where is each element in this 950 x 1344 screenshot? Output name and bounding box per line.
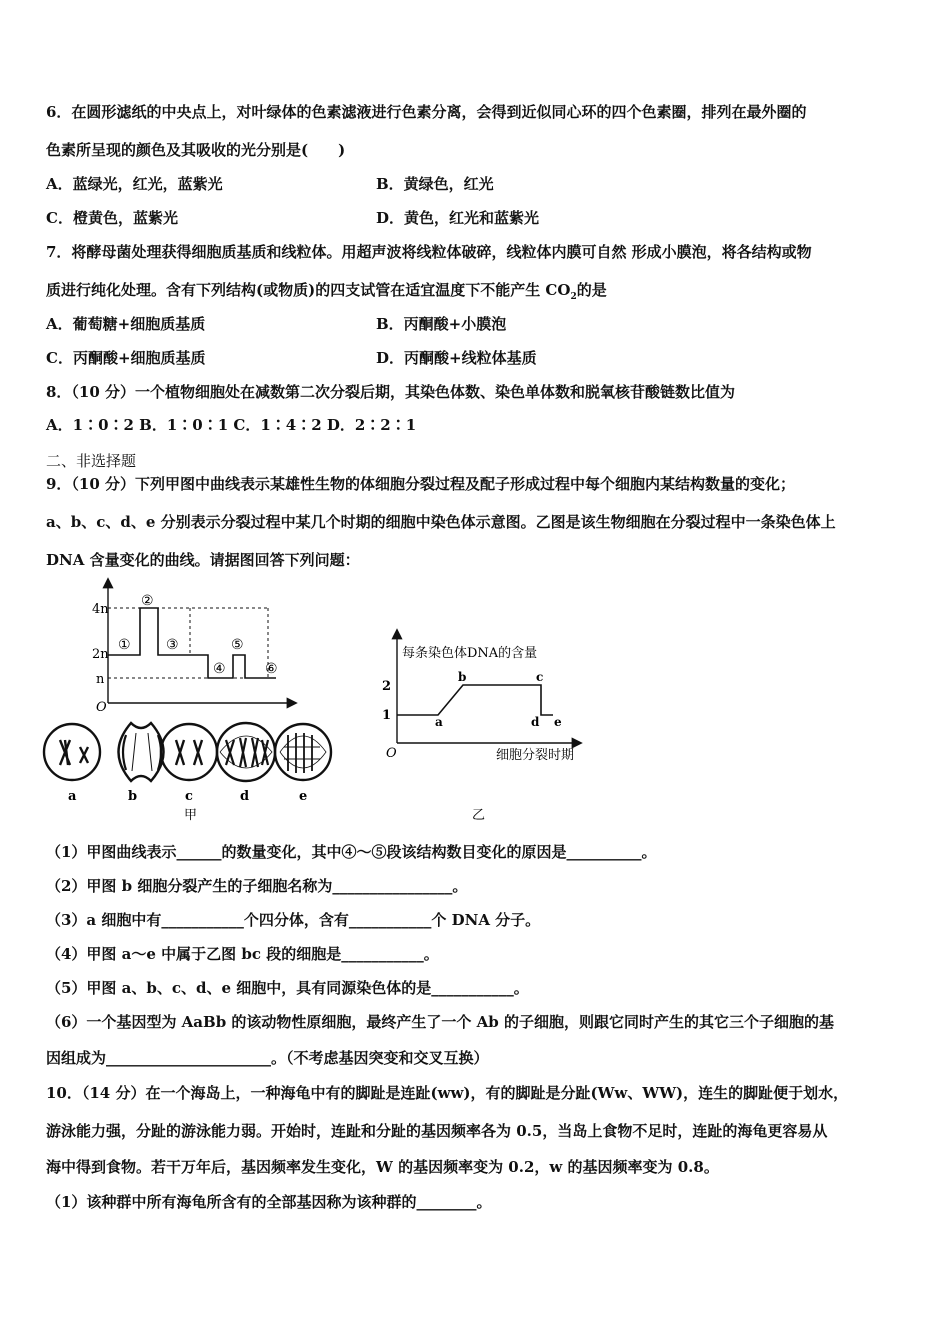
q9-line1: 9．（10 分）下列甲图中曲线表示某雄性生物的体细胞分裂过程及配子形成过程中每个细胞内某结构数量的变化； <box>46 475 796 493</box>
cell-d <box>217 723 275 781</box>
cell-e <box>275 724 331 780</box>
q9-sub4: （4）甲图 a～e 中属于乙图 bc 段的细胞是___________。 <box>46 945 439 963</box>
yi-caption: 乙 <box>472 808 486 823</box>
q7-line2 <box>46 280 607 307</box>
yi-point-b: b <box>458 670 467 684</box>
jia-stage-6: ⑥ <box>265 661 278 677</box>
section-title: 二、非选择题 <box>46 452 137 470</box>
yi-ytick-2: 2 <box>382 679 392 694</box>
jia-caption: 甲 <box>184 808 198 823</box>
jia-stage-3: ③ <box>166 637 179 653</box>
q7-option-a: A．葡萄糖+细胞质基质 <box>46 315 206 333</box>
q6-line2: 色素所呈现的颜色及其吸收的光分别是( ) <box>46 141 346 159</box>
cell-e-label: e <box>299 789 308 804</box>
q6-option-d: D．黄色，红光和蓝紫光 <box>376 209 540 227</box>
q9-sub3: （3）a 细胞中有___________个四分体，含有___________个 DNA 分子。 <box>46 911 541 929</box>
yi-ytick-1: 1 <box>382 708 392 723</box>
jia-cells <box>44 723 331 823</box>
cell-b <box>119 723 164 781</box>
yi-point-c: c <box>536 670 544 684</box>
jia-ylabel-4n: 4n <box>92 602 109 617</box>
q9-figure <box>40 575 600 830</box>
yi-point-d: d <box>531 715 540 729</box>
q7-line2-end: 的是 <box>576 281 607 299</box>
cell-c <box>161 724 217 780</box>
q7-option-d: D．丙酮酸+线粒体基质 <box>376 349 537 367</box>
q6-option-a: A．蓝绿光，红光，蓝紫光 <box>46 175 223 193</box>
q9-sub6-line2: 因组成为______________________。（不考虑基因突变和交叉互换） <box>46 1049 489 1067</box>
jia-curve <box>108 608 276 678</box>
q10-sub1: （1）该种群中所有海龟所含有的全部基因称为该种群的________。 <box>46 1193 492 1211</box>
q7-line2-text: 质进行纯化处理。含有下列结构(或物质)的四支试管在适宜温度下不能产生 CO <box>46 281 571 299</box>
q8-options: A．1∶0∶2 B．1∶0∶1 C．1∶4∶2 D．2∶2∶1 <box>46 416 417 434</box>
jia-ylabel-n: n <box>96 672 105 687</box>
yi-curve <box>397 685 553 715</box>
yi-graph <box>382 631 580 823</box>
q7-option-b: B．丙酮酸+小膜泡 <box>376 315 507 333</box>
cell-c-label: c <box>185 789 193 804</box>
q9-sub1: （1）甲图曲线表示______的数量变化，其中④～⑤段该结构数目变化的原因是__________。 <box>46 843 657 861</box>
q9-sub2: （2）甲图 b 细胞分裂产生的子细胞名称为________________。 <box>46 877 468 895</box>
q10-line1: 10．（14 分）在一个海岛上，一种海龟中有的脚趾是连趾(ww)，有的脚趾是分趾(Ww、WW)，连生的脚趾便于划水， <box>46 1084 849 1102</box>
jia-origin: O <box>96 700 107 715</box>
cell-a <box>44 724 100 780</box>
q7-option-c: C．丙酮酸+细胞质基质 <box>46 349 206 367</box>
jia-graph <box>92 580 295 715</box>
jia-stage-2: ② <box>141 593 154 609</box>
jia-ylabel-2n: 2n <box>92 647 109 662</box>
jia-stage-1: ① <box>118 637 131 653</box>
q9-sub5: （5）甲图 a、b、c、d、e 细胞中，具有同源染色体的是___________。 <box>46 979 529 997</box>
yi-xlabel: 细胞分裂时期 <box>496 748 575 763</box>
q6-option-b: B．黄绿色，红光 <box>376 175 494 193</box>
q10-line3: 海中得到食物。若干万年后，基因频率发生变化，W 的基因频率变为 0.2，w 的基因频率变为 0.8。 <box>46 1158 719 1176</box>
cell-d-label: d <box>240 789 250 804</box>
q9-sub6-line1: （6）一个基因型为 AaBb 的该动物性原细胞，最终产生了一个 Ab 的子细胞，则跟它同时产生的其它三个子细胞的基 <box>46 1013 834 1031</box>
yi-origin: O <box>386 746 397 761</box>
cell-a-label: a <box>68 789 77 804</box>
q8-line1: 8．（10 分）一个植物细胞处在减数第二次分裂后期，其染色体数、染色单体数和脱氧核苷酸链数比值为 <box>46 383 736 401</box>
q6-line1: 6．在圆形滤纸的中央点上，对叶绿体的色素滤液进行色素分离，会得到近似同心环的四个色素圈，排列在最外圈的 <box>46 103 807 121</box>
yi-point-e: e <box>554 715 562 729</box>
q10-line2: 游泳能力强，分趾的游泳能力弱。开始时，连趾和分趾的基因频率各为 0.5，当岛上食物不足时，连趾的海龟更容易从 <box>46 1122 828 1140</box>
q9-line2: a、b、c、d、e 分别表示分裂过程中某几个时期的细胞中染色体示意图。乙图是该生物细胞在分裂过程中一条染色体上 <box>46 513 836 531</box>
q7-co2-subscript: 2 <box>570 292 577 302</box>
yi-title: 每条染色体DNA的含量 <box>402 646 538 661</box>
jia-stage-4: ④ <box>213 661 226 677</box>
cell-b-label: b <box>128 789 138 804</box>
q7-line1: 7．将酵母菌处理获得细胞质基质和线粒体。用超声波将线粒体破碎，线粒体内膜可自然 形成小膜泡，将各结构或物 <box>46 243 812 261</box>
q6-option-c: C．橙黄色，蓝紫光 <box>46 209 178 227</box>
q9-line3: DNA 含量变化的曲线。请据图回答下列问题： <box>46 551 360 569</box>
jia-stage-5: ⑤ <box>231 637 244 653</box>
yi-point-a: a <box>435 715 443 729</box>
